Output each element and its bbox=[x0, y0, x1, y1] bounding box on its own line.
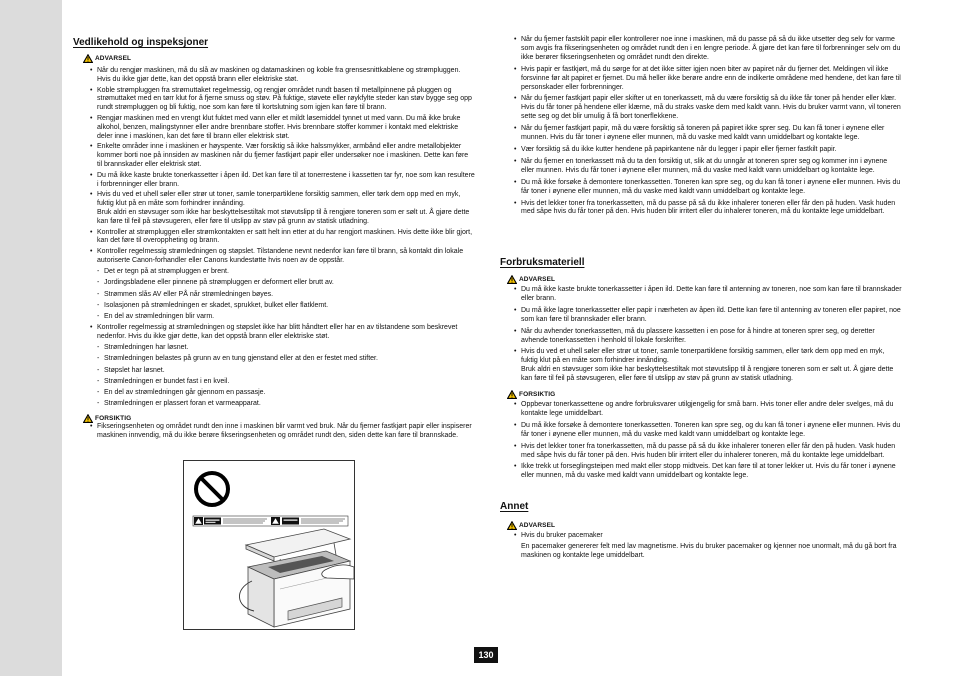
warning-list bbox=[497, 286, 902, 387]
list-item: • Oppbevar tonerkassettene og andre forbruksvarer utilgjengelig for små barn. Hvis toner eller andre deler svelges, må du kontakte lege umiddelbart. bbox=[497, 401, 902, 419]
caution-label-text: FORSIKTIG bbox=[519, 390, 556, 398]
caution-label-graphic bbox=[193, 516, 348, 526]
list-item: • Når du fjerner fastkjørt papir, må du være forsiktig så toneren på papiret ikke sprer seg. Du kan få toner i øynene eller munnen. Hvis du får toner i øynene eller munnen, må du vaske med kaldt vann umiddelbart og kontakte lege. bbox=[497, 125, 902, 143]
list-item-text: Hvis du ved et uhell søler eller strør ut toner, samle tonerpartiklene forsiktig sammen, eller tørk dem opp med en myk, fuktig klut på en måte som forhindrer innånding. bbox=[521, 348, 885, 365]
maintenance-illustration bbox=[183, 460, 355, 630]
caution-label bbox=[507, 389, 902, 399]
list-item: • Enkelte områder inne i maskinen er høyspente. Vær forsiktig så ikke halssmykker, armbånd eller andre metallobjekter kommer borti noe på innsiden av maskinen når du fjerner fastkjørt papir eller undersøker noe i maskinen. Dette kan føre til brannskader eller elektrisk støt. bbox=[72, 143, 475, 169]
warning-triangle-icon bbox=[83, 54, 93, 63]
list-item: • Når du fjerner fastskilt papir eller kontrollerer noe inne i maskinen, må du passe på så du ikke utsetter deg selv for varme som avgis fra fikseringsenheten og området rundt den i en lengre periode. Å gjøre det kan føre til forbrenninger selv om du ikke berører fikseringsenheten og området rundt den direkte. bbox=[497, 36, 902, 63]
warning-label-text: ADVARSEL bbox=[95, 54, 132, 62]
list-item: • Ikke trekk ut forseglingsteipen med makt eller stopp midtveis. Det kan føre til at toner lekker ut. Hvis du får toner i øynene eller munnen, må du vaske med kaldt vann umiddelbart og kontakte lege. bbox=[497, 463, 902, 481]
warning-label bbox=[507, 520, 902, 530]
caution-list bbox=[497, 401, 902, 484]
list-item-text-continued: En pacemaker genererer felt med lav magnetisme. Hvis du bruker pacemaker og kjenner noe unormalt, må du gå bort fra maskinen og kontakte lege umiddelbart. bbox=[521, 542, 897, 559]
warning-label-text: ADVARSEL bbox=[519, 275, 556, 283]
sub-list-item: - Støpslet har løsnet. bbox=[97, 367, 475, 376]
sub-list-item: - Strømledningen er bundet fast i en kveil. bbox=[97, 378, 475, 387]
sub-list-item: - Strømmen slås AV eller PÅ når strømledningen bøyes. bbox=[97, 291, 475, 300]
caution-list bbox=[72, 423, 475, 443]
list-item-text: Hvis du ved et uhell søler eller strør ut toner, samle tonerpartiklene forsiktig sammen, eller tørk dem opp med en myk, fuktig klut på en måte som forhindrer innånding. bbox=[97, 191, 461, 208]
list-item: • Når du rengjør maskinen, må du slå av maskinen og datamaskinen og koble fra grensesnittkablene og strømpluggen. Hvis du ikke gjør dette, kan det oppstå brann eller elektriske støt. bbox=[72, 67, 475, 85]
sub-list-item: - Isolasjonen på strømledningen er skadet, sprukket, bulket eller flatklemt. bbox=[97, 302, 475, 311]
list-item bbox=[497, 348, 902, 384]
list-item-text: Kontroller regelmessig strømledningen og støpslet. Tilstandene nevnt nedenfor kan føre til brann, så kontakt din lokale autoriserte Canon-forhandler eller Canons kundestøtte hvis noen av de oppstår. bbox=[97, 248, 464, 264]
sub-list-item: - Strømledningen har løsnet. bbox=[97, 344, 475, 353]
warning-list bbox=[497, 532, 902, 564]
list-item: • Når du fjerner fastkjørt papir eller skifter ut en tonerkassett, må du være forsiktig så du ikke får toner på hender eller klær. Hvis du får toner på hendene eller klærne, må du straks vaske dem med kaldt vann. Hvis du bruker varmt vann, vil toneren sette seg og det blir umulig å få bort tonerflekkene. bbox=[497, 95, 902, 122]
caution-label-text: FORSIKTIG bbox=[95, 414, 132, 422]
list-item: • Du må ikke forsøke å demontere tonerkassetten. Toneren kan spre seg, og du kan få toner i øynene eller munnen. Hvis du får toner i øynene eller munnen, må du vaske med kaldt vann umiddelbart og kontakte lege. bbox=[497, 422, 902, 440]
sub-list-item: - Strømledningen belastes på grunn av en tung gjenstand eller at den er festet med stifter. bbox=[97, 355, 475, 364]
prohibition-icon bbox=[196, 473, 228, 505]
list-item: • Hvis det lekker toner fra tonerkassetten, må du passe på så du ikke inhalerer toneren eller får den på huden. Vask huden med såpe hvis du får toner på den. Hvis huden blir irritert eller du inhalerer toneren, må du kontakte lege umiddelbart. bbox=[497, 200, 902, 218]
list-item bbox=[72, 248, 475, 322]
list-item: • Hvis papir er fastkjørt, må du sørge for at det ikke sitter igjen noen biter av papiret når du fjerner det. Meldingen vil ikke forsvinne før alt papiret er fjernet. Du må heller ikke berøre andre enn de indikerte områdene med hendene, det kan føre til personskader eller forbrenninger. bbox=[497, 66, 902, 93]
list-item: • Du må ikke forsøke å demontere tonerkassetten. Toneren kan spre seg, og du kan få toner i øynene eller munnen. Hvis du får toner i øynene eller munnen, må du vaske med kaldt vann umiddelbart og kontakte lege. bbox=[497, 179, 902, 197]
warning-label bbox=[507, 274, 902, 284]
page-margin-strip bbox=[0, 0, 62, 676]
list-item: • Når du fjerner en tonerkassett må du ta den forsiktig ut, slik at du unngår at toneren sprer seg og kommer inn i øynene eller munnen. Hvis du får toner i øynene eller munnen, må du vaske med kaldt vann umiddelbart og kontakte lege. bbox=[497, 158, 902, 176]
list-item-text-continued: Bruk aldri en støvsuger som ikke har beskyttelsestiltak mot støvutslipp til å rengjøre toneren som er sølt ut. Å gjøre dette kan føre til feil på støvsugeren, eller føre til utslipp av støv på grunn av statisk utladning. bbox=[97, 208, 470, 225]
sub-list-item: - Jordingsbladene eller pinnene på strømpluggen er deformert eller brutt av. bbox=[97, 279, 475, 288]
list-item: • Hvis det lekker toner fra tonerkassetten, må du passe på så du ikke inhalerer toneren eller får den på huden. Vask huden med såpe hvis du får toner på den. Hvis huden blir irritert eller du inhalerer toneren, må du kontakte lege umiddelbart. bbox=[497, 443, 902, 461]
list-item-text-continued: Bruk aldri en støvsuger som ikke har beskyttelsestiltak mot støvutslipp til å rengjøre toneren som er sølt ut. Å gjøre dette kan føre til feil på støvsugeren, eller føre til utslipp av støv på grunn av statisk utladning. bbox=[521, 366, 894, 383]
sub-list-item: - En del av strømledningen går gjennom en passasje. bbox=[97, 389, 475, 398]
sub-list-item: - Det er tegn på at strømpluggen er brent. bbox=[97, 268, 475, 277]
caution-triangle-icon bbox=[507, 390, 517, 399]
warning-triangle-icon bbox=[507, 521, 517, 530]
list-item: • Vær forsiktig så du ikke kutter hendene på papirkantene når du legger i papir eller fjerner fastkilt papir. bbox=[497, 146, 902, 155]
warning-triangle-icon bbox=[507, 275, 517, 284]
list-item: • Kontroller at strømpluggen eller strømkontakten er satt helt inn etter at du har rengjort maskinen. Hvis dette ikke blir gjort, kan det føre til overoppheting og brann. bbox=[72, 229, 475, 247]
list-item-text: Hvis du bruker pacemaker bbox=[521, 532, 603, 539]
list-item: • Fikseringsenheten og området rundt den inne i maskinen blir varmt ved bruk. Når du fjerner fastkjørt papir eller inspiserer maskinen innvendig, må du ikke berøre fikseringsenheten og området rundt den, siden dette kan føre til brannskade. bbox=[72, 423, 475, 441]
printer-illustration bbox=[239, 529, 354, 627]
list-item bbox=[497, 532, 902, 561]
list-item: • Rengjør maskinen med en vrengt klut fuktet med vann eller et mildt løsemiddel tynnet ut med vann. Du må ikke bruke alkohol, benzen, malingstynner eller andre brennbare stoffer. Hvis brennbare stoffer kommer i kontakt med elektriske deler inne i maskinen, kan det føre til brann eller elektrisk støt. bbox=[72, 115, 475, 141]
list-item bbox=[72, 191, 475, 226]
warning-list bbox=[72, 67, 475, 411]
list-item: • Du må ikke kaste brukte tonerkassetter i åpen ild. Det kan føre til at tonerrestene i kassetten tar fyr, noe som kan resultere i forbrenninger eller brann. bbox=[72, 172, 475, 190]
list-item: • Du må ikke lagre tonerkassetter eller papir i nærheten av åpen ild. Dette kan føre til antenning av toneren eller papiret, noe som kan føre til brannskader eller brann. bbox=[497, 307, 902, 325]
sub-list-item: - En del av strømledningen blir varm. bbox=[97, 313, 475, 322]
sub-list bbox=[97, 344, 475, 409]
caution-triangle-icon bbox=[83, 414, 93, 423]
caution-label bbox=[83, 413, 475, 423]
list-item: • Koble strømpluggen fra strømuttaket regelmessig, og rengjør området rundt basen til metallpinnene på pluggen og strømuttaket med en tørr klut for å fjerne smuss og støv. På fuktige, støvete eller røykfylte steder kan støv bygge seg opp rundt strømpluggen og bli fuktig, noe som kan føre til kortslutning som igjen kan føre til brann. bbox=[72, 87, 475, 113]
section-heading-maintenance: Vedlikehold og inspeksjoner bbox=[73, 37, 209, 48]
list-item: • Når du avhender tonerkassetten, må du plassere kassetten i en pose for å hindre at toneren sprer seg, og deretter avhende tonerkassetten i henhold til lokale forskrifter. bbox=[497, 328, 902, 346]
page-number: 130 bbox=[474, 647, 498, 663]
continued-caution-list bbox=[497, 36, 902, 220]
warning-label bbox=[83, 53, 475, 63]
warning-label-text: ADVARSEL bbox=[519, 521, 556, 529]
list-item: • Du må ikke kaste brukte tonerkassetter i åpen ild. Dette kan føre til antenning av toneren, noe som kan føre til brannskader eller brann. bbox=[497, 286, 902, 304]
section-heading-consumables: Forbruksmateriell bbox=[500, 257, 585, 268]
list-item-text: Kontroller regelmessig at strømledningen og støpslet ikke har blitt håndtert eller har en av tilstandene som beskrevet nedenfor. Hvis du ikke gjør dette, kan det oppstå brann eller elektriske støt. bbox=[97, 324, 458, 340]
section-heading-other: Annet bbox=[500, 501, 529, 512]
sub-list bbox=[97, 268, 475, 322]
list-item bbox=[72, 324, 475, 409]
sub-list-item: - Strømledningen er plassert foran et varmeapparat. bbox=[97, 400, 475, 409]
